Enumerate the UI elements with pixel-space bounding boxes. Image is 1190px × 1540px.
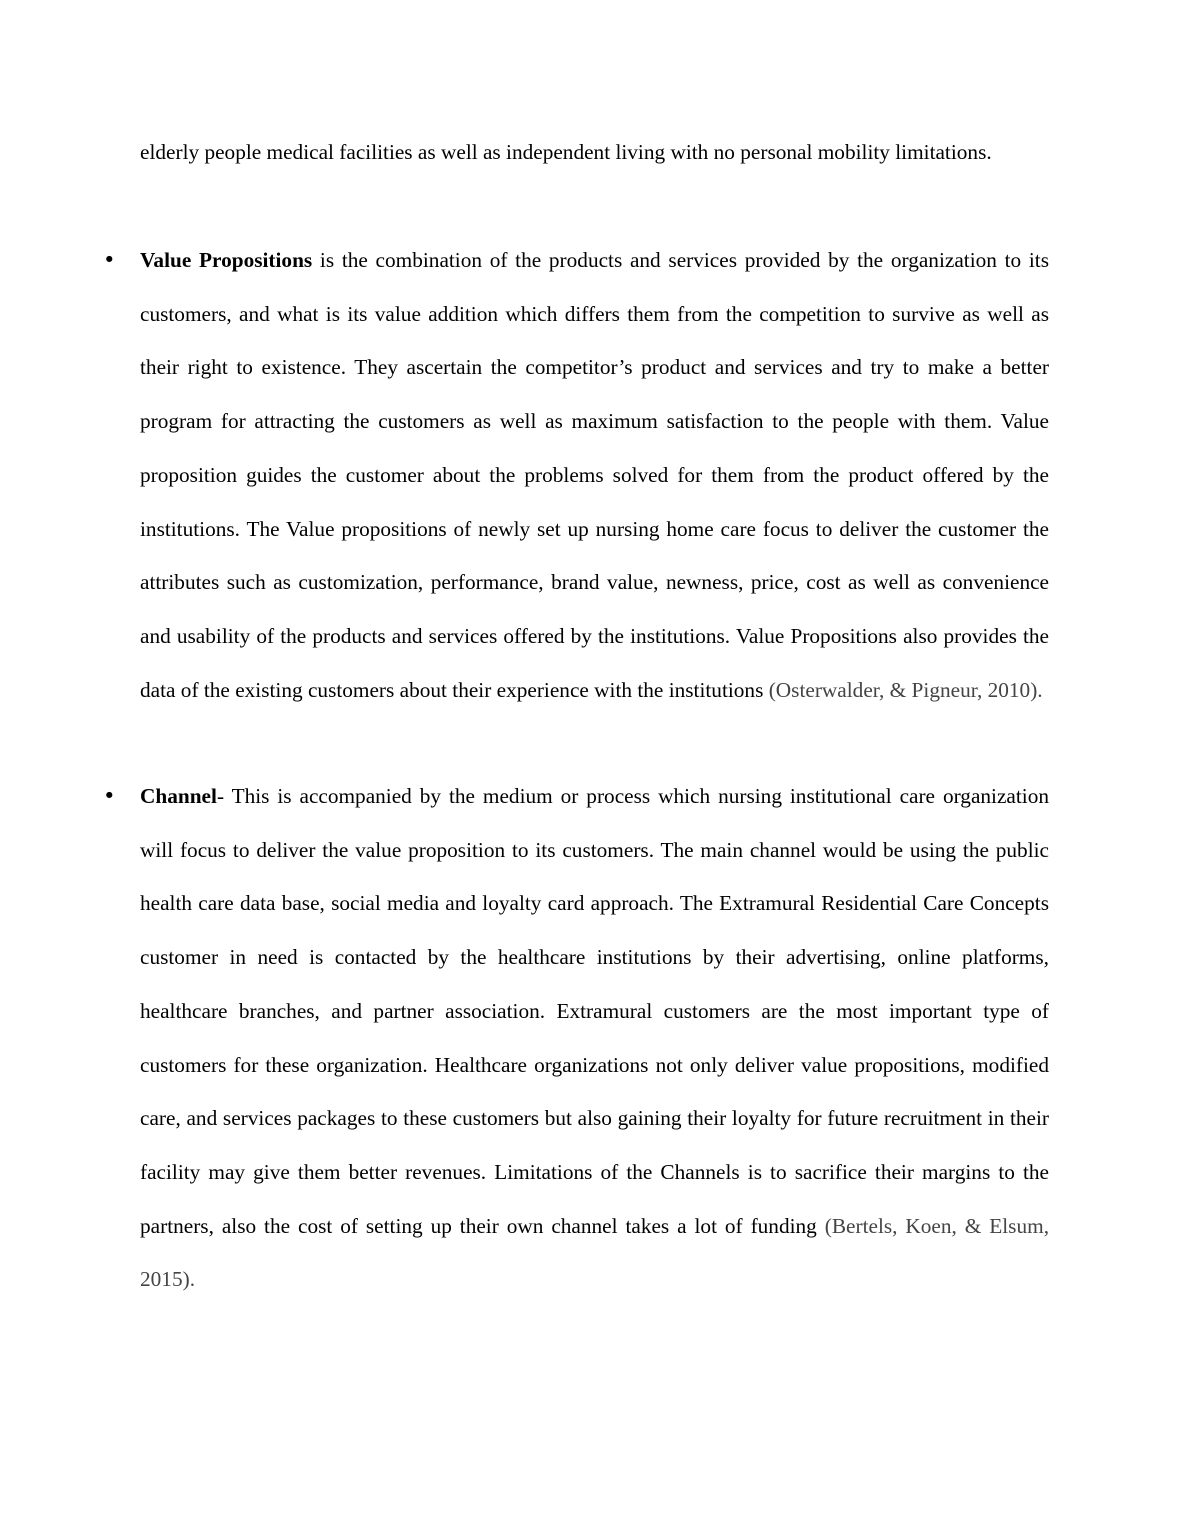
intro-text: elderly people medical facilities as well as independent living with no personal mobility limitations.	[140, 140, 992, 164]
bullet-dot-icon: •	[103, 784, 116, 809]
term-heading: Value Propositions	[140, 248, 313, 272]
bullet-dot-icon: •	[103, 248, 116, 273]
citation-end: .	[189, 1267, 196, 1292]
bullet-text	[140, 770, 1049, 1307]
bullet-channel	[103, 770, 1050, 1307]
term-heading: Channel	[140, 784, 217, 808]
citation: (Osterwalder, & Pigneur, 2010)	[768, 677, 1038, 702]
citation-end: .	[1037, 677, 1043, 702]
bullet-text	[140, 234, 1049, 717]
intro-paragraph	[140, 126, 1049, 180]
citation: (Bertels, Koen, & Elsum, 2015)	[140, 1213, 1050, 1292]
bullet-body: is the combination of the products and services provided by the organization to its customers, and what is its value addition which differs them from the competition to survive as well as their right to existence. They ascertain the competitor’s product and services and try to make a better program for attracting the customers as well as maximum satisfaction to the people with them. Value proposition guides the customer about the problems solved for them from the product offered by the institutions. The Value propositions of newly set up nursing home care focus to deliver the customer the attributes such as customization, performance, brand value, newness, price, cost as well as convenience and usability of the products and services offered by the institutions. Value Propositions also provides the data of the existing customers about their experience with the institutions	[140, 248, 1050, 702]
bullet-body: - This is accompanied by the medium or process which nursing institutional care organization will focus to deliver the value proposition to its customers. The main channel would be using the public health care data base, social media and loyalty card approach. The Extramural Residential Care Concepts customer in need is contacted by the healthcare institutions by their advertising, online platforms, healthcare branches, and partner association. Extramural customers are the most important type of customers for these organization. Healthcare organizations not only deliver value propositions, modified care, and services packages to these customers but also gaining their loyalty for future recruitment in their facility may give them better revenues. Limitations of the Channels is to sacrifice their margins to the partners, also the cost of setting up their own channel takes a lot of funding	[140, 784, 1049, 1238]
bullet-value-propositions	[103, 234, 1050, 717]
